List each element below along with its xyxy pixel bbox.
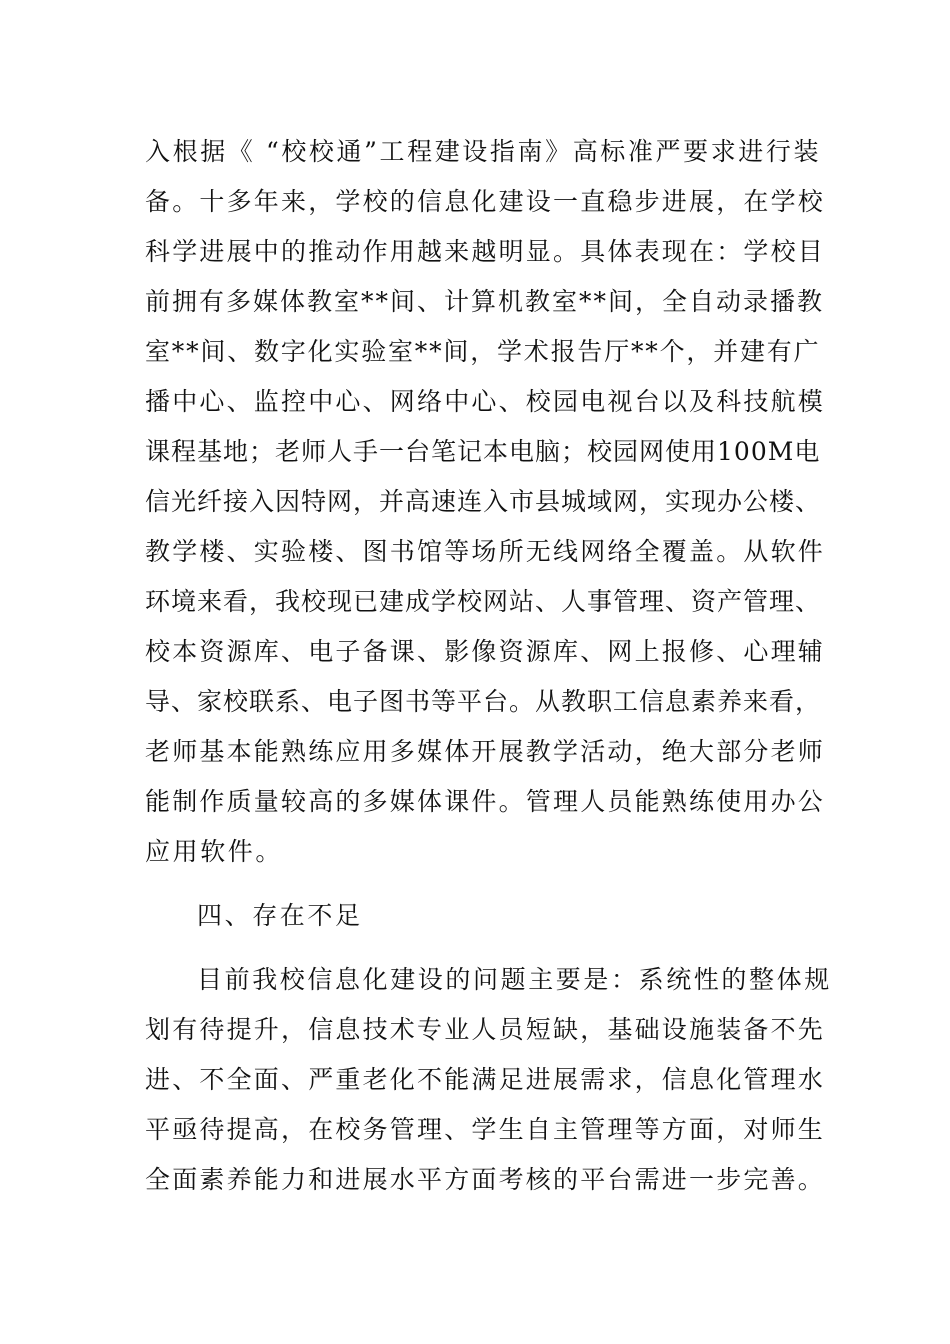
text-line: 老师基本能熟练应用多媒体开展教学活动，绝大部分老师 (145, 737, 826, 766)
text-line: 能制作质量较高的多媒体课件。管理人员能熟练使用办公 (145, 787, 826, 816)
text-line: 全面素养能力和进展水平方面考核的平台需进一步完善。 (145, 1165, 826, 1194)
text-line: 进、不全面、严重老化不能满足进展需求，信息化管理水 (145, 1065, 826, 1094)
text-line: 教学楼、实验楼、图书馆等场所无线网络全覆盖。从软件 (145, 537, 826, 566)
text-line: 课程基地；老师人手一台笔记本电脑；校园网使用100M电 (145, 437, 821, 466)
text-line: 导、家校联系、电子图书等平台。从教职工信息素养来看， (145, 687, 822, 716)
text-line: 前拥有多媒体教室**间、计算机教室**间，全自动录播教 (145, 287, 825, 316)
text-line: 备。十多年来，学校的信息化建设一直稳步进展，在学校 (145, 187, 826, 216)
text-line: 室**间、数字化实验室**间，学术报告厅**个，并建有广 (145, 337, 821, 366)
text-line: 环境来看，我校现已建成学校网站、人事管理、资产管理、 (145, 587, 822, 616)
text-line: 入根据《 “校校通”工程建设指南》高标准严要求进行装 (145, 137, 822, 166)
text-line: 信光纤接入因特网，并高速连入市县城域网，实现办公楼、 (145, 487, 822, 516)
text-line: 播中心、监控中心、网络中心、校园电视台以及科技航模 (145, 387, 826, 416)
text-line: 校本资源库、电子备课、影像资源库、网上报修、心理辅 (145, 637, 826, 666)
text-line: 科学进展中的推动作用越来越明显。具体表现在：学校目 (145, 237, 826, 266)
text-line: 应用软件。 (145, 837, 284, 866)
section-heading: 四、存在不足 (197, 901, 363, 930)
text-line: 平亟待提高，在校务管理、学生自主管理等方面，对师生 (145, 1115, 826, 1144)
text-line: 目前我校信息化建设的问题主要是：系统性的整体规 (197, 965, 832, 994)
text-line: 划有待提升，信息技术专业人员短缺，基础设施装备不先 (145, 1015, 826, 1044)
